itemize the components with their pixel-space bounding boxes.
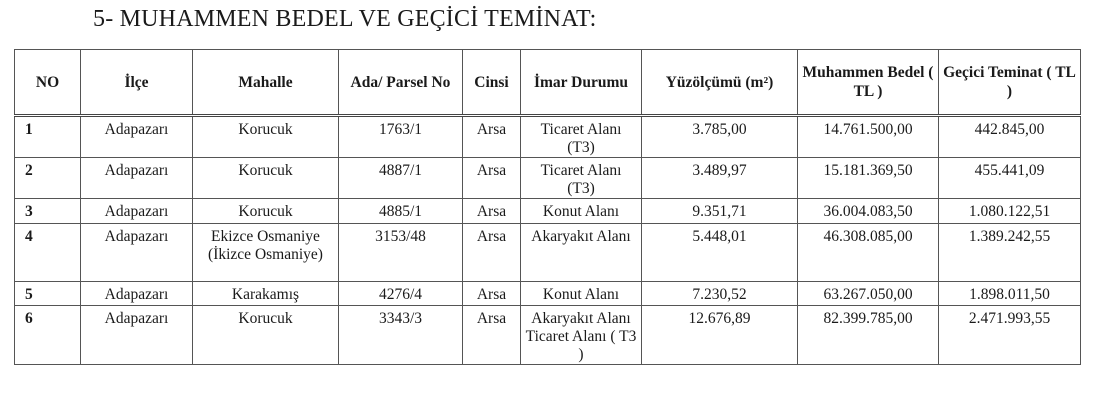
cell-imar-durumu: Ticaret Alanı (T3) [521, 116, 642, 158]
cell-ilce: Adapazarı [81, 306, 193, 365]
cell-muhammen-bedel: 15.181.369,50 [798, 158, 939, 199]
cell-muhammen-bedel: 82.399.785,00 [798, 306, 939, 365]
cell-cinsi: Arsa [463, 282, 521, 306]
cell-mahalle: Korucuk [193, 116, 339, 158]
cell-no: 3 [15, 199, 81, 224]
cell-no: 4 [15, 224, 81, 282]
cell-cinsi: Arsa [463, 224, 521, 282]
column-header: Mahalle [193, 50, 339, 116]
cell-gecici-teminat: 455.441,09 [939, 158, 1081, 199]
cell-imar-durumu: Ticaret Alanı (T3) [521, 158, 642, 199]
cell-gecici-teminat: 2.471.993,55 [939, 306, 1081, 365]
column-header: Geçici Teminat ( TL ) [939, 50, 1081, 116]
cell-cinsi: Arsa [463, 306, 521, 365]
cell-ilce: Adapazarı [81, 282, 193, 306]
table-row [15, 306, 1081, 365]
table-row [15, 199, 1081, 224]
cell-no: 2 [15, 158, 81, 199]
column-header: Ada/ Parsel No [339, 50, 463, 116]
column-header: Cinsi [463, 50, 521, 116]
column-header: Yüzölçümü (m²) [642, 50, 798, 116]
cell-gecici-teminat: 442.845,00 [939, 116, 1081, 158]
table-row [15, 282, 1081, 306]
cell-muhammen-bedel: 36.004.083,50 [798, 199, 939, 224]
column-header: İmar Durumu [521, 50, 642, 116]
cell-ilce: Adapazarı [81, 116, 193, 158]
cell-ada-parsel: 4276/4 [339, 282, 463, 306]
cell-mahalle: Ekizce Osmaniye (İkizce Osmaniye) [193, 224, 339, 282]
column-header: Muhammen Bedel ( TL ) [798, 50, 939, 116]
cell-yuzolcumu: 9.351,71 [642, 199, 798, 224]
cell-yuzolcumu: 5.448,01 [642, 224, 798, 282]
cell-ilce: Adapazarı [81, 199, 193, 224]
column-header: NO [15, 50, 81, 116]
cell-yuzolcumu: 3.489,97 [642, 158, 798, 199]
cell-cinsi: Arsa [463, 116, 521, 158]
cell-no: 6 [15, 306, 81, 365]
cell-muhammen-bedel: 63.267.050,00 [798, 282, 939, 306]
cell-ada-parsel: 4887/1 [339, 158, 463, 199]
cell-imar-durumu: Konut Alanı [521, 282, 642, 306]
table-row [15, 224, 1081, 282]
cell-mahalle: Korucuk [193, 306, 339, 365]
cell-ilce: Adapazarı [81, 224, 193, 282]
cell-imar-durumu: Konut Alanı [521, 199, 642, 224]
cell-no: 5 [15, 282, 81, 306]
cell-ada-parsel: 3153/48 [339, 224, 463, 282]
section-heading: 5- MUHAMMEN BEDEL VE GEÇİCİ TEMİNAT: [93, 6, 597, 32]
column-header: İlçe [81, 50, 193, 116]
cell-yuzolcumu: 7.230,52 [642, 282, 798, 306]
table-row [15, 116, 1081, 158]
table-row [15, 158, 1081, 199]
cell-gecici-teminat: 1.898.011,50 [939, 282, 1081, 306]
cell-cinsi: Arsa [463, 158, 521, 199]
cell-mahalle: Karakamış [193, 282, 339, 306]
cell-muhammen-bedel: 14.761.500,00 [798, 116, 939, 158]
cell-mahalle: Korucuk [193, 199, 339, 224]
cell-ilce: Adapazarı [81, 158, 193, 199]
cell-mahalle: Korucuk [193, 158, 339, 199]
cell-cinsi: Arsa [463, 199, 521, 224]
cell-gecici-teminat: 1.080.122,51 [939, 199, 1081, 224]
cell-yuzolcumu: 12.676,89 [642, 306, 798, 365]
cell-imar-durumu: Akaryakıt Alanı Ticaret Alanı ( T3 ) [521, 306, 642, 365]
cell-ada-parsel: 1763/1 [339, 116, 463, 158]
cell-muhammen-bedel: 46.308.085,00 [798, 224, 939, 282]
table-header-row [15, 50, 1081, 116]
cell-imar-durumu: Akaryakıt Alanı [521, 224, 642, 282]
valuation-table [14, 49, 1081, 365]
cell-ada-parsel: 3343/3 [339, 306, 463, 365]
cell-gecici-teminat: 1.389.242,55 [939, 224, 1081, 282]
cell-yuzolcumu: 3.785,00 [642, 116, 798, 158]
cell-ada-parsel: 4885/1 [339, 199, 463, 224]
cell-no: 1 [15, 116, 81, 158]
